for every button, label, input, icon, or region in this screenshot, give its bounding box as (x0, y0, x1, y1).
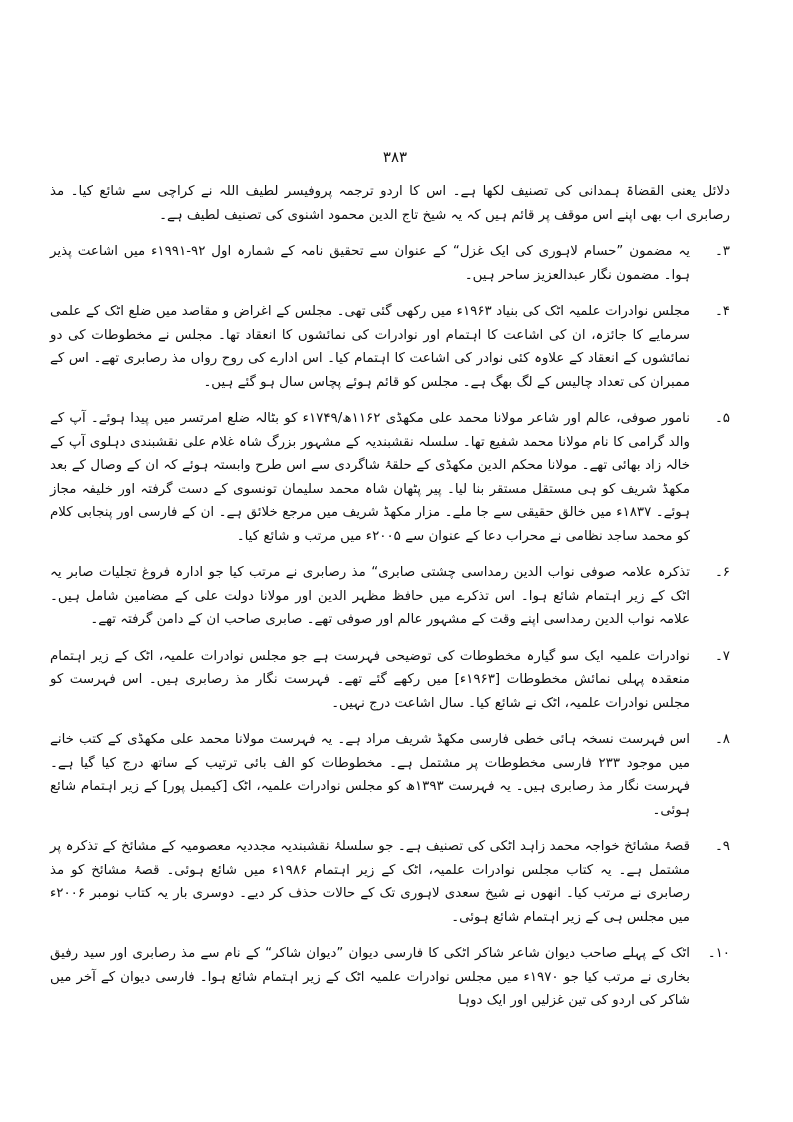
note-text: مجلس نوادرات علمیہ اٹک کی بنیاد ۱۹۶۳ء میں رکھی گئی تھی۔ مجلس کے اغراض و مقاصد میں ضلع اٹک کے علمی سرمایے کا جائزہ، ان کی اشاعت کا اہتمام اور نوادرات کی نمائشوں کا انعقاد تھا۔ مجلس نے مخطوطات کی دو نمائشوں کے انعقاد کے علاوہ کئی نوادر کی اشاعت کا اہتمام کیا۔ اس ادارے کی روح رواں مذ رصابری تھے۔ اس کے ممبران کی تعداد چالیس کے لگ بھگ ہے۔ مجلس کو قائم ہوئے پچاس سال ہو گئے ہیں۔ (50, 304, 690, 390)
note-5 (50, 407, 730, 548)
note-9 (50, 835, 730, 929)
note-number: ۹۔ (714, 839, 730, 854)
note-4 (50, 300, 730, 394)
note-number: ۷۔ (714, 648, 730, 664)
page-number: ۳۸۳ (382, 148, 408, 166)
note-number: ۶۔ (714, 565, 730, 580)
note-6 (50, 561, 730, 632)
note-number: ۳۔ (714, 244, 730, 259)
note-text: قصۂ مشائخ خواجہ محمد زاہد اٹکی کی تصنیف ہے۔ جو سلسلۂ نقشبندیہ مجددیہ معصومیہ کے مشائخ کے تذکرہ پر مشتمل ہے۔ یہ کتاب مجلس نوادرات علمیہ، اٹک کے زیر اہتمام ۱۹۸۶ء میں شائع ہوئی۔ قصۂ مشائخ کو مذ رصابری نے مرتب کیا۔ انھوں نے شیخ سعدی لاہوری تک کے حالات حذف کر دیے۔ دوسری بار یہ کتاب نومبر ۲۰۰۶ء میں مجلس ہی کے زیر اہتمام شائع ہوئی۔ (50, 839, 690, 925)
endnotes-text (50, 180, 730, 1026)
note-text: اس فہرست نسخہ ہائی خطی فارسی مکھڈ شریف مراد ہے۔ یہ فہرست مولانا محمد علی مکھڈی کے کتب خانے میں موجود ۲۳۳ فارسی مخطوطات پر مشتمل ہے۔ مخطوطات کو الف بائی ترتیب کے ساتھ درج کیا گیا ہے۔ فہرست نگار مذ رصابری ہیں۔ یہ فہرست ۱۳۹۳ھ کو مجلس نوادرات علمیہ، اٹک [کیمبل پور] کے زیر اہتمام شائع ہوئی۔ (50, 732, 690, 818)
note-10 (50, 942, 730, 1013)
note-text: دلائل یعنی القضاۃ ہمدانی کی تصنیف لکھا ہے۔ اس کا اردو ترجمہ پروفیسر لطیف اللہ نے کراچی سے شائع کیا۔ مذ رصابری اب بھی اپنے اس موقف پر قائم ہیں کہ یہ شیخ تاج الدین محمود اشنوی کی تصنیف لطیف ہے۔ (50, 184, 730, 223)
note-number: ۸۔ (714, 732, 730, 747)
note-number: ۴۔ (714, 304, 730, 319)
note-text: اٹک کے پہلے صاحب دیوان شاعر شاکر اٹکی کا فارسی دیوان ”دیوان شاکر“ کے نام سے مذ رصابری اور سید رفیق بخاری نے مرتب کیا جو ۱۹۷۰ء میں مجلس نوادرات علمیہ اٹک کے زیر اہتمام شائع ہوا۔ فارسی دیوان کے آخر میں شاکر کی اردو کی تین غزلیں اور ایک دوہا (50, 946, 690, 1008)
note-3 (50, 240, 730, 287)
note-7 (50, 645, 730, 716)
note-continuation (50, 180, 730, 227)
note-8 (50, 728, 730, 822)
note-text: یہ مضمون ”حسام لاہوری کی ایک غزل“ کے عنوان سے تحقیق نامہ کے شمارہ اول ۹۲-۱۹۹۱ء میں اشاعت پذیر ہوا۔ مضمون نگار عبدالعزیز ساحر ہیں۔ (50, 244, 690, 283)
note-text: نامور صوفی، عالم اور شاعر مولانا محمد علی مکھڈی ۱۱۶۲ھ/۱۷۴۹ء کو بٹالہ ضلع امرتسر میں پیدا ہوئے۔ آپ کے والد گرامی کا نام مولانا محمد شفیع تھا۔ سلسلہ نقشبندیہ کے مشہور بزرگ شاہ غلام علی نقشبندی دہلوی آپ کے خالہ زاد بھائی تھے۔ مولانا محکم الدین مکھڈی کے حلقۂ شاگردی سے اس طرح وابستہ ہوئے کہ ان کے وصال کے بعد مکھڈ شریف کو ہی مستقل مستقر بنا لیا۔ پیر پٹھان شاہ محمد سلیمان تونسوی کے دست گرفتہ اور خلیفہ مجاز ہوئے۔ ۱۸۳۷ء میں خالق حقیقی سے جا ملے۔ مزار مکھڈ شریف میں مرجع خلائق ہے۔ ان کے فارسی اور پنجابی کلام کو محمد ساجد نظامی نے محراب دعا کے عنوان سے ۲۰۰۵ء میں مرتب و شائع کیا۔ (50, 411, 690, 544)
note-number: ۵۔ (714, 411, 730, 426)
note-number: ۱۰۔ (707, 946, 730, 961)
note-text: تذکرہ علامہ صوفی نواب الدین رمداسی چشتی صابری“ مذ رصابری نے مرتب کیا جو ادارہ فروغ تجلیات صابر یہ اٹک کے زیر اہتمام شائع ہوا۔ اس تذکرے میں حافظ مظہر الدین اور مولانا دولت علی کے مضامین شامل ہیں۔ علامہ نواب الدین رمداسی اپنے وقت کے مشہور عالم اور صوفی تھے۔ صابری صاحب ان کے دامن گرفتہ تھے۔ (50, 565, 690, 627)
note-text: نوادرات علمیہ ایک سو گیارہ مخطوطات کی توضیحی فہرست ہے جو مجلس نوادرات علمیہ، اٹک کے زیر اہتمام منعقدہ پہلی نمائش مخطوطات [۱۹۶۳ء] میں رکھے گئے تھے۔ فہرست نگار مذ رصابری ہیں۔ اس فہرست کو مجلس نوادرات علمیہ، اٹک نے شائع کیا۔ سال اشاعت درج نہیں۔ (50, 648, 690, 711)
